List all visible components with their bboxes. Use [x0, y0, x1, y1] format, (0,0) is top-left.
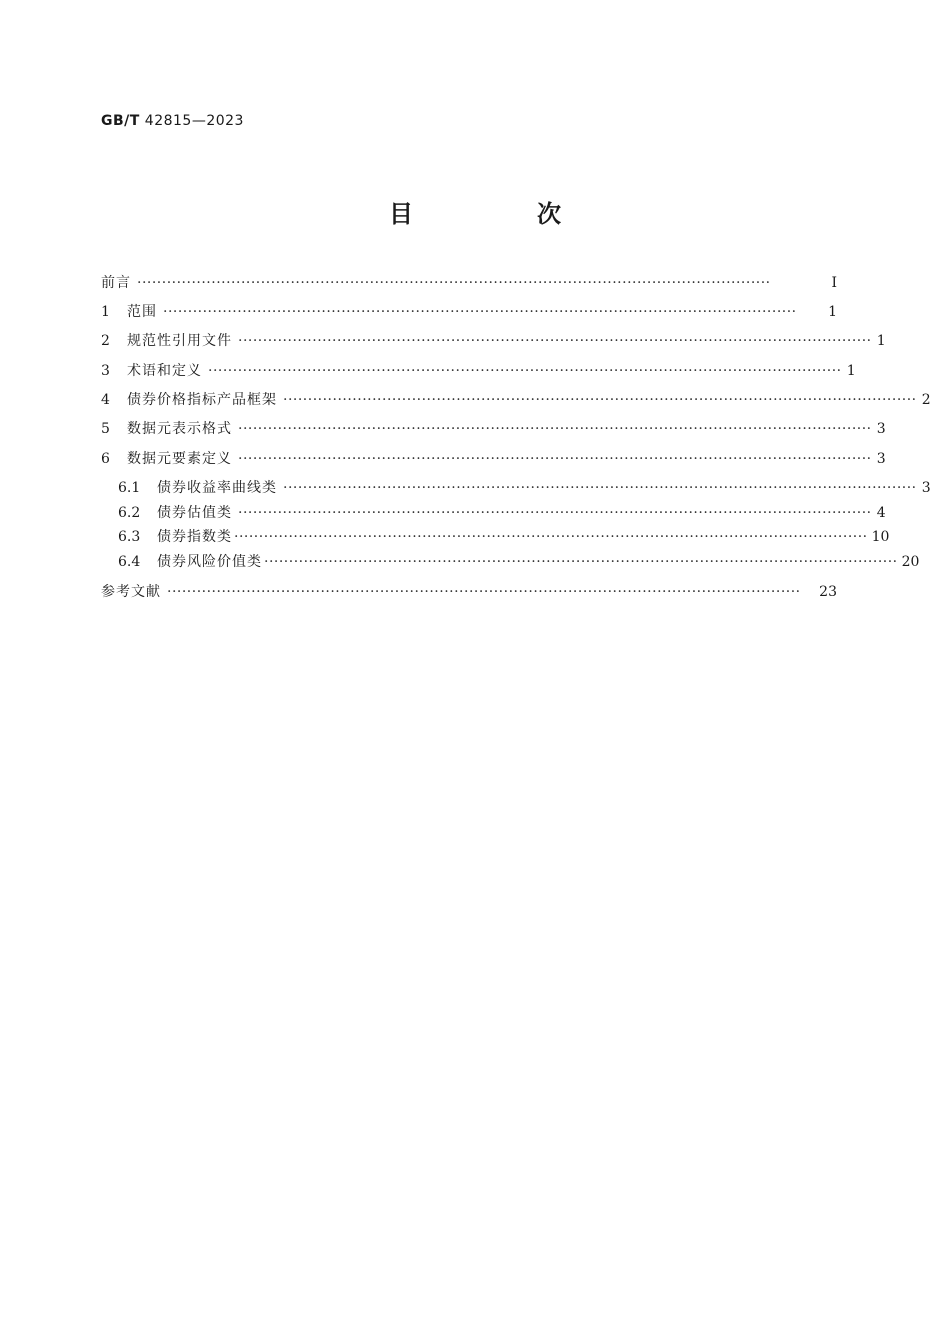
- toc-entry-number: 3: [101, 363, 110, 379]
- toc-leader-dots: ································································································································: [238, 505, 872, 521]
- toc-leader-dots: ································································································································: [208, 363, 842, 379]
- toc-entry-5[interactable]: [101, 418, 886, 440]
- toc-entry-label: 债券收益率曲线类: [157, 480, 277, 496]
- toc-entry-6-2[interactable]: [118, 502, 886, 524]
- toc-entry-label: 债券指数类: [157, 529, 232, 545]
- toc-entry-label: 参考文献: [101, 584, 161, 600]
- standard-prefix: GB/T: [101, 113, 140, 129]
- toc-entry-number: 6.4: [118, 554, 141, 570]
- toc-leader-dots: ································································································································: [283, 392, 917, 408]
- toc-entry-4[interactable]: [101, 389, 931, 411]
- toc-leader-dots: ································································································································: [163, 304, 797, 320]
- toc-entry-page: 2: [921, 392, 931, 408]
- toc-entry-6-1[interactable]: [118, 477, 931, 499]
- toc-leader-dots: ································································································································: [238, 421, 872, 437]
- toc-entry-page: 1: [828, 304, 837, 320]
- toc-entry-label: 术语和定义: [127, 363, 202, 379]
- toc-entry-6[interactable]: [101, 448, 886, 470]
- toc-entry-label: 范围: [127, 304, 157, 320]
- toc-entry-1[interactable]: [101, 301, 837, 323]
- toc-leader-dots: ································································································································: [234, 529, 868, 545]
- toc-entry-number: 5: [101, 421, 110, 437]
- toc-entry-label: 债券价格指标产品框架: [127, 392, 277, 408]
- toc-entry-2[interactable]: [101, 330, 886, 352]
- toc-entry-page: 23: [819, 584, 837, 600]
- toc-entry-page: 1: [846, 363, 856, 379]
- toc-leader-dots: ································································································································: [167, 584, 801, 600]
- toc-title: 目 次: [389, 200, 611, 228]
- toc-leader-dots: ································································································································: [238, 333, 872, 349]
- toc-entry-page: Ⅰ: [831, 275, 837, 291]
- toc-entry-page: 3: [876, 421, 886, 437]
- toc-leader-dots: ································································································································: [238, 451, 872, 467]
- toc-entry-references[interactable]: [101, 581, 837, 603]
- toc-entry-6-4[interactable]: [118, 551, 920, 573]
- toc-entry-page: 3: [876, 451, 886, 467]
- toc-entry-label: 债券风险价值类: [157, 554, 262, 570]
- toc-entry-label: 数据元要素定义: [127, 451, 232, 467]
- toc-entry-page: 10: [871, 529, 890, 545]
- toc-entry-number: 1: [101, 304, 110, 320]
- toc-entry-label: 数据元表示格式: [127, 421, 232, 437]
- toc-entry-label: 规范性引用文件: [127, 333, 232, 349]
- toc-entry-6-3[interactable]: [118, 526, 890, 548]
- toc-leader-dots: ································································································································: [137, 275, 771, 291]
- toc-entry-page: 20: [901, 554, 920, 570]
- toc-entry-page: 1: [876, 333, 886, 349]
- toc-entry-label: 债券估值类: [157, 505, 232, 521]
- toc-entry-number: 6: [101, 451, 110, 467]
- toc-entry-label: 前言: [101, 275, 131, 291]
- toc-leader-dots: ································································································································: [283, 480, 917, 496]
- toc-entry-page: 4: [876, 505, 886, 521]
- toc-leader-dots: ································································································································: [264, 554, 898, 570]
- toc-entry-number: 6.2: [118, 505, 141, 521]
- toc-entry-foreword[interactable]: [101, 272, 837, 294]
- standard-code: [101, 113, 244, 129]
- toc-entry-3[interactable]: [101, 360, 856, 382]
- toc-entry-number: 2: [101, 333, 110, 349]
- toc-entry-number: 4: [101, 392, 110, 408]
- standard-number: 42815—2023: [144, 113, 244, 129]
- toc-entry-page: 3: [921, 480, 931, 496]
- toc-entry-number: 6.1: [118, 480, 141, 496]
- toc-entry-number: 6.3: [118, 529, 141, 545]
